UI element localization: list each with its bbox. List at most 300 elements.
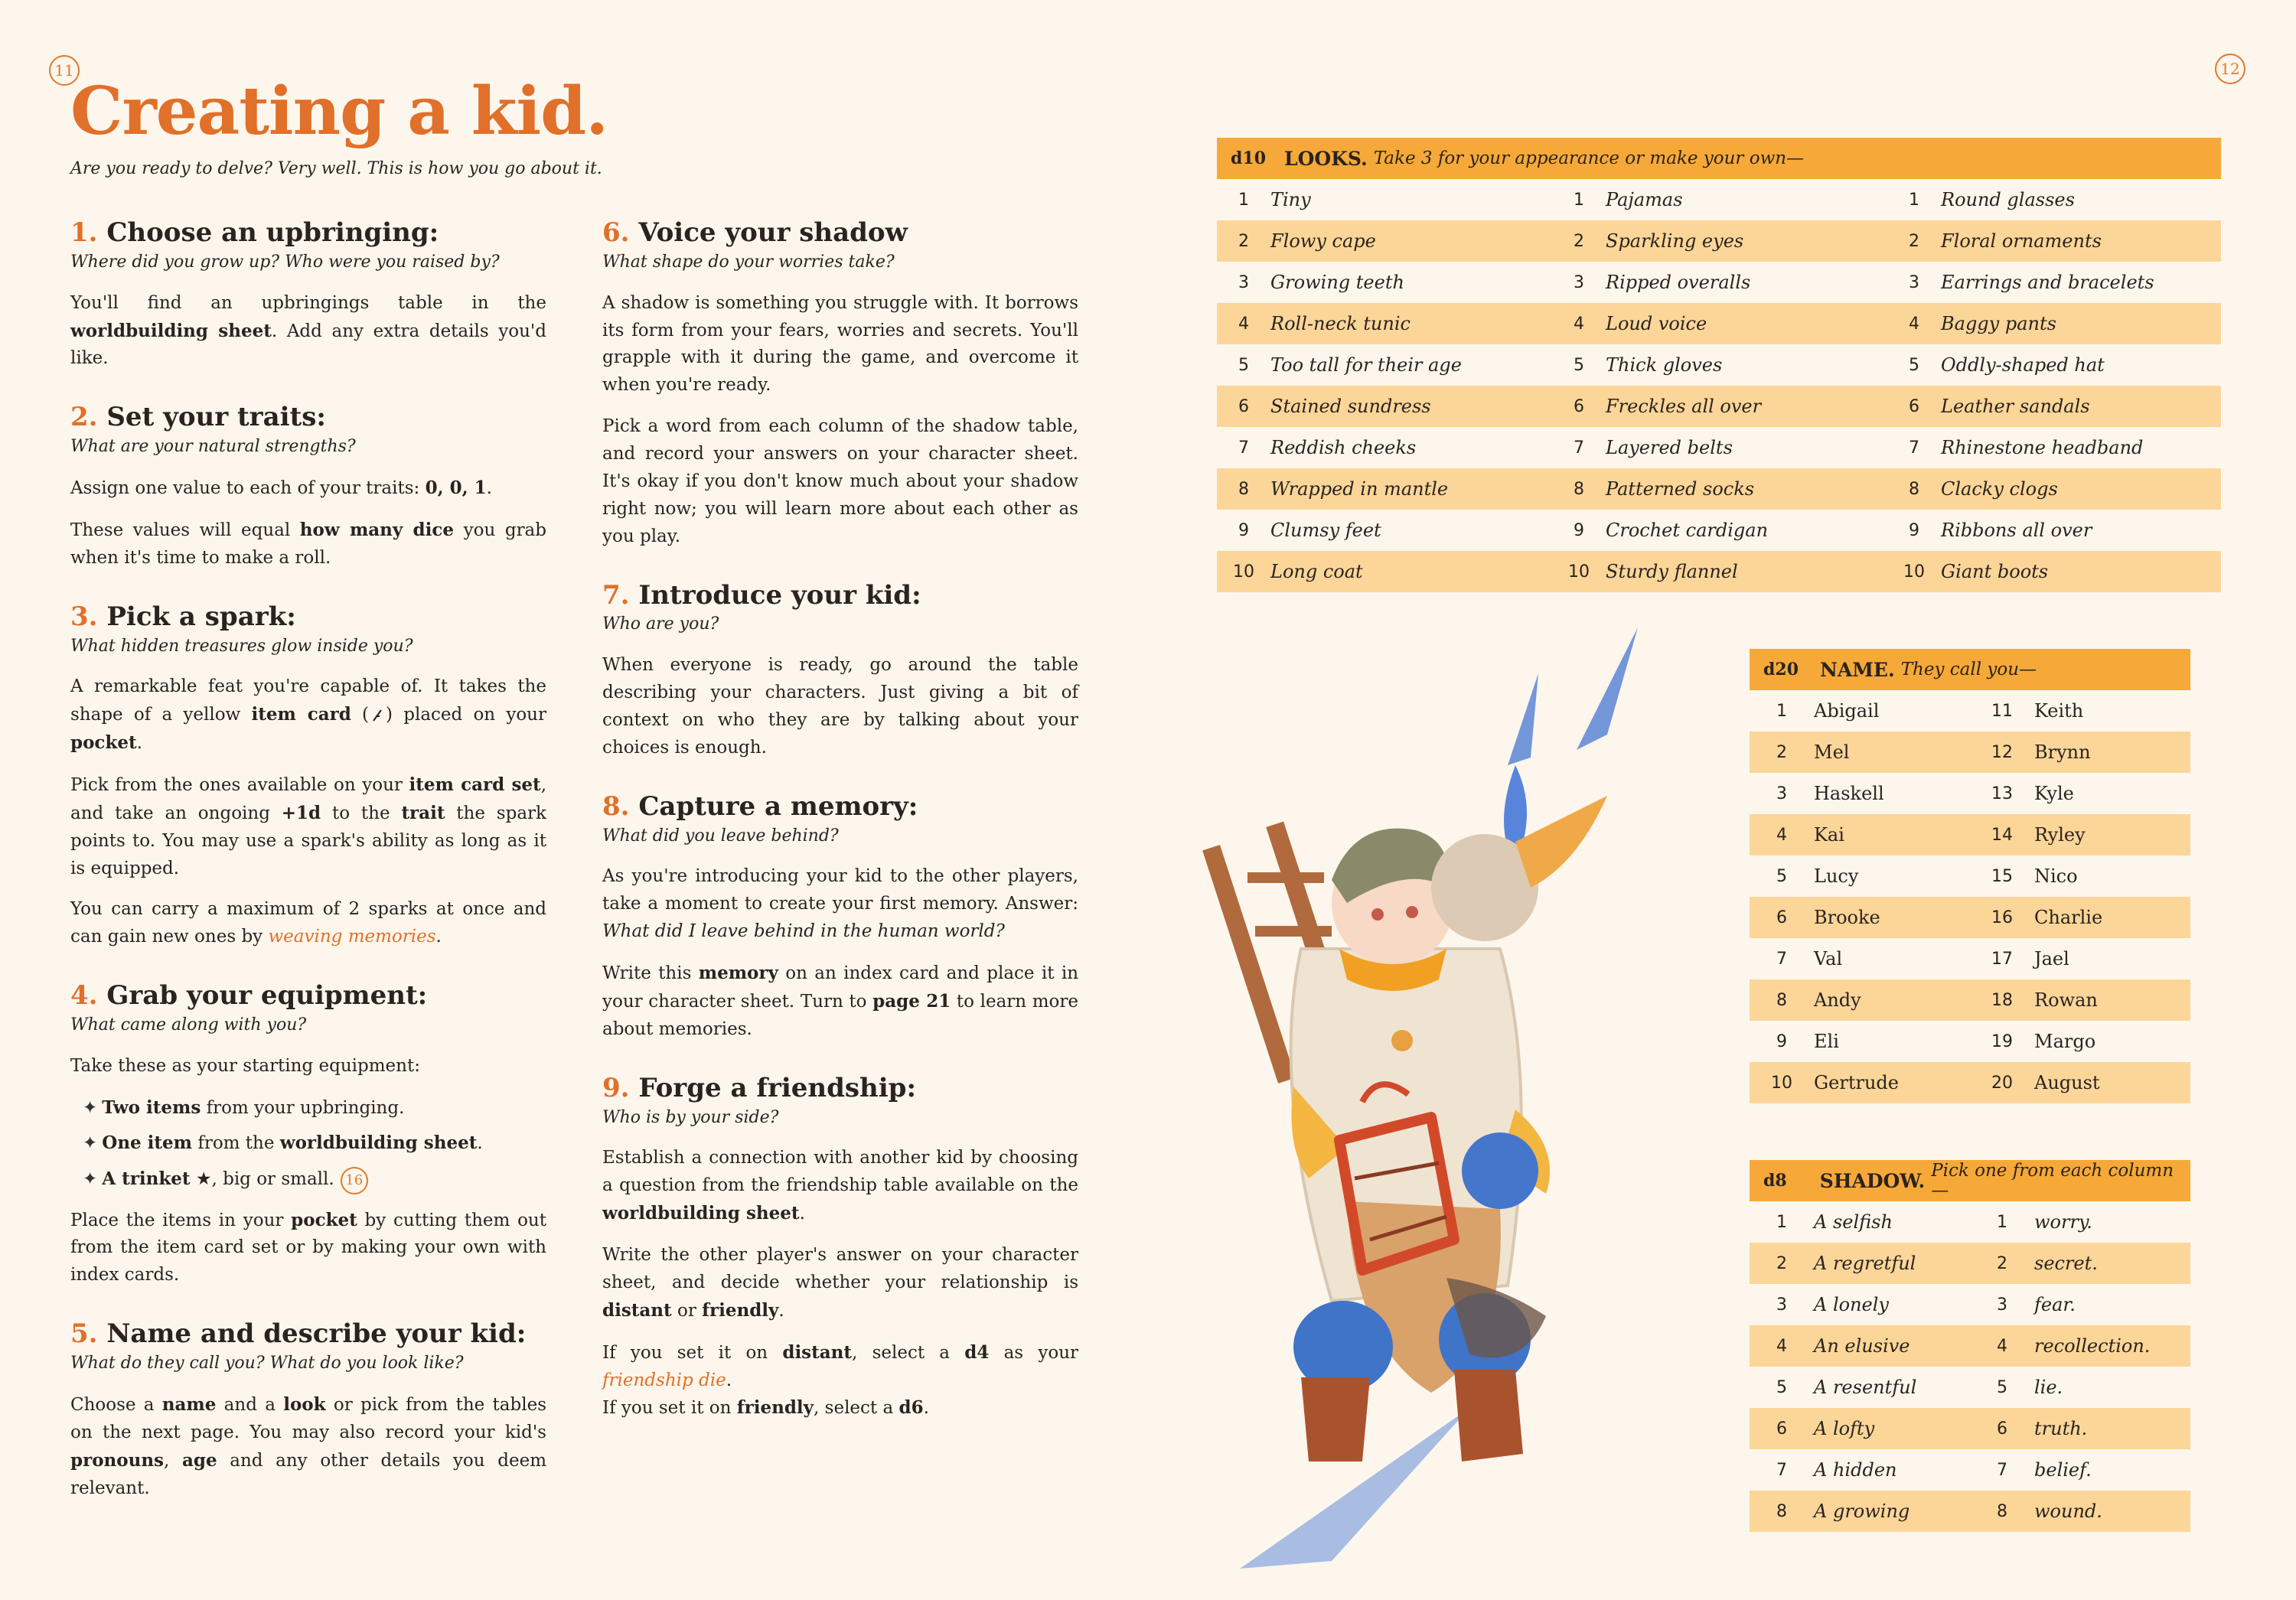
step-5 [70, 1317, 546, 1502]
table-cell [1552, 313, 1887, 334]
table-cell [1970, 1418, 2190, 1439]
table-row [1217, 179, 2221, 220]
roll-number: 4 [1997, 1336, 2007, 1356]
roll-result: Growing teeth [1270, 272, 1404, 293]
roll-number: 1 [1776, 701, 1787, 721]
roll-number: 10 [1233, 562, 1254, 582]
table-cell [1970, 948, 2190, 969]
roll-result: belief. [2034, 1459, 2092, 1481]
table-row [1217, 220, 2221, 262]
roll-number: 4 [1238, 314, 1249, 334]
table-header [1750, 649, 2190, 690]
table-cell [1887, 561, 2221, 582]
step-text: Take these as your starting equipment: [70, 1055, 420, 1076]
roll-number: 5 [1776, 1377, 1787, 1397]
table-cell [1750, 783, 1970, 804]
roll-result: A regretful [1814, 1253, 1916, 1274]
roll-result: Mel [1814, 741, 1850, 763]
roll-result: wound. [2034, 1501, 2102, 1522]
table-row [1750, 1284, 2190, 1325]
table-cell [1750, 741, 1970, 763]
table-cell [1970, 824, 2190, 846]
roll-result: Andy [1814, 989, 1861, 1011]
roll-result: Kai [1814, 824, 1844, 846]
roll-number: 8 [1776, 990, 1787, 1010]
table-cell [1750, 1501, 1970, 1522]
roll-number: 2 [1574, 231, 1584, 251]
roll-number: 14 [1991, 825, 2013, 845]
roll-number: 6 [1574, 396, 1584, 416]
roll-result: Pajamas [1606, 189, 1683, 210]
roll-number: 20 [1991, 1073, 2013, 1093]
roll-result: Long coat [1270, 561, 1363, 582]
roll-result: Oddly-shaped hat [1941, 354, 2105, 376]
steps-column-left [70, 216, 546, 1530]
roll-result: Keith [2034, 700, 2084, 722]
step-text: Pick a word from each column of the shadow table, and record your answers on your character sheet. It's okay if you don't know much about your shadow right now; you will learn more about each other as you play. [602, 416, 1078, 546]
roll-number: 4 [1776, 825, 1787, 845]
table-cell [1750, 1418, 1970, 1439]
step-heading: 1. Choose an upbringing: [70, 217, 439, 248]
roll-result: Val [1814, 948, 1843, 969]
roll-result: recollection. [2034, 1335, 2151, 1357]
table-row [1750, 979, 2190, 1021]
table-title: SHADOW. [1819, 1169, 1926, 1192]
table-cell [1552, 230, 1887, 252]
roll-number: 12 [1991, 742, 2013, 762]
table-cell [1750, 948, 1970, 969]
table-row [1217, 386, 2221, 427]
roll-result: Ryley [2034, 824, 2086, 846]
table-row [1217, 510, 2221, 551]
step-text: Choose a name and a look or pick from the tables on the next page. You may also record your kid's pronouns, age and any other details you deem relevant. [70, 1393, 546, 1498]
names-rows [1750, 690, 2190, 1103]
list-item: ✦ Two items from your upbringing. [83, 1097, 405, 1118]
step-subtitle: What did you leave behind? [602, 826, 839, 846]
roll-result: A resentful [1814, 1377, 1917, 1398]
equipment-list [70, 1094, 546, 1194]
roll-number: 13 [1991, 784, 2013, 803]
shadow-rows [1750, 1201, 2190, 1532]
list-item: ✦ A trinket ★, big or small. 16 [83, 1165, 546, 1194]
table-header [1217, 138, 2221, 179]
roll-number: 4 [1574, 314, 1584, 334]
table-cell [1887, 396, 2221, 417]
step-text: Place the items in your pocket by cutting them out from the item card set or by making your own with index cards. [70, 1209, 546, 1286]
roll-result: Brooke [1814, 907, 1880, 928]
roll-result: Margo [2034, 1031, 2096, 1052]
item-card-icon [369, 707, 386, 724]
roll-result: August [2034, 1072, 2100, 1093]
roll-result: fear. [2034, 1294, 2076, 1315]
table-row [1750, 1449, 2190, 1491]
roll-number: 3 [1997, 1295, 2007, 1315]
roll-result: Kyle [2034, 783, 2074, 804]
table-cell [1750, 824, 1970, 846]
roll-number: 2 [1997, 1253, 2007, 1273]
step-text: Pick from the ones available on your item card set, and take an ongoing +1d to the trait the spark points to. You may use a spark's ability as long as it is equipped. [70, 774, 546, 878]
table-row [1750, 732, 2190, 773]
roll-result: Charlie [2034, 907, 2103, 928]
step-heading: 6. Voice your shadow [602, 217, 908, 248]
table-hint: Pick one from each column— [1931, 1161, 2174, 1201]
table-cell [1970, 865, 2190, 887]
step-text: Write this memory on an index card and place it in your character sheet. Turn to page 21 to learn more about memories. [602, 963, 1079, 1039]
step-subtitle: Where did you grow up? Who were you raised by? [70, 252, 500, 272]
steps-column-right [602, 216, 1078, 1450]
roll-number: 11 [1991, 701, 2013, 721]
table-cell [1217, 230, 1552, 252]
table-cell [1217, 272, 1552, 293]
table-cell [1750, 1459, 1970, 1481]
roll-result: Rowan [2034, 989, 2098, 1011]
table-cell [1970, 1377, 2190, 1398]
table-cell [1970, 1501, 2190, 1522]
table-cell [1552, 478, 1887, 500]
roll-number: 2 [1776, 742, 1787, 762]
table-title: NAME. [1820, 658, 1895, 681]
roll-number: 8 [1238, 479, 1249, 499]
roll-number: 8 [1574, 479, 1584, 499]
table-cell [1217, 437, 1552, 458]
table-cell [1887, 437, 2221, 458]
roll-result: Nico [2034, 865, 2078, 887]
table-row [1750, 814, 2190, 855]
table-row [1217, 262, 2221, 303]
intro-text: Are you ready to delve? Very well. This is how you go about it. [70, 159, 602, 178]
table-cell [1552, 561, 1887, 582]
roll-result: Stained sundress [1270, 396, 1431, 417]
roll-number: 7 [1997, 1460, 2007, 1480]
table-row [1750, 1201, 2190, 1243]
table-row [1750, 1243, 2190, 1284]
roll-result: Reddish cheeks [1270, 437, 1417, 458]
table-cell [1750, 1031, 1970, 1052]
table-cell [1217, 354, 1552, 376]
roll-result: Thick gloves [1606, 354, 1723, 376]
table-cell [1887, 272, 2221, 293]
roll-result: Haskell [1814, 783, 1884, 804]
roll-result: worry. [2034, 1211, 2092, 1233]
table-hint: Take 3 for your appearance or make your own— [1373, 148, 1805, 168]
table-cell [1970, 1211, 2190, 1233]
table-cell [1552, 520, 1887, 541]
roll-number: 3 [1776, 1295, 1787, 1315]
table-hint: They call you— [1900, 660, 2037, 679]
step-heading: 9. Forge a friendship: [602, 1072, 917, 1103]
step-subtitle: What do they call you? What do you look like? [70, 1354, 464, 1374]
roll-result: Rhinestone headband [1941, 437, 2144, 458]
roll-number: 8 [1909, 479, 1919, 499]
roll-number: 17 [1991, 949, 2013, 969]
names-table [1750, 649, 2190, 1103]
roll-result: Ribbons all over [1941, 520, 2092, 541]
step-subtitle: What shape do your worries take? [602, 252, 895, 272]
roll-number: 3 [1909, 272, 1919, 292]
roll-number: 8 [1997, 1501, 2007, 1521]
roll-result: A lofty [1814, 1418, 1875, 1439]
roll-result: Patterned socks [1606, 478, 1755, 500]
kid-illustration [1179, 612, 1714, 1592]
roll-number: 7 [1776, 949, 1787, 969]
die-label: d10 [1231, 148, 1266, 168]
step-text: Establish a connection with another kid by choosing a question from the friendship table available on the worldbuilding sheet. [602, 1148, 1078, 1224]
roll-result: A hidden [1814, 1459, 1897, 1481]
list-item: ✦ One item from the worldbuilding sheet. [83, 1132, 483, 1154]
roll-number: 15 [1991, 866, 2013, 886]
table-cell [1970, 741, 2190, 763]
step-7 [602, 578, 1078, 762]
table-row [1217, 427, 2221, 468]
roll-number: 3 [1776, 784, 1787, 803]
table-cell [1970, 700, 2190, 722]
table-cell [1970, 1031, 2190, 1052]
roll-number: 5 [1574, 355, 1584, 375]
step-text: A shadow is something you struggle with. It borrows its form from your fears, worries and secrets. You'll grapple with it during the game, and overcome it when you're ready. [602, 292, 1078, 396]
step-subtitle: What are your natural strengths? [70, 437, 356, 457]
roll-number: 9 [1909, 520, 1919, 540]
die-label: d20 [1763, 660, 1799, 679]
roll-number: 19 [1991, 1031, 2013, 1051]
table-cell [1552, 396, 1887, 417]
table-row [1750, 1408, 2190, 1449]
step-text: A remarkable feat you're capable of. It takes the shape of a yellow item card ( ) placed on your pocket. [70, 676, 546, 754]
roll-result: Sparkling eyes [1606, 230, 1744, 252]
roll-number: 4 [1776, 1336, 1787, 1356]
step-subtitle: What came along with you? [70, 1015, 307, 1035]
step-heading: 7. Introduce your kid: [602, 579, 921, 611]
roll-result: Eli [1814, 1031, 1839, 1052]
step-heading: 3. Pick a spark: [70, 601, 296, 632]
roll-result: Brynn [2034, 741, 2091, 763]
table-cell [1750, 865, 1970, 887]
table-header [1750, 1160, 2190, 1201]
page-ref-badge[interactable]: 16 [341, 1167, 368, 1194]
roll-result: Wrapped in mantle [1270, 478, 1449, 500]
roll-result: Too tall for their age [1270, 354, 1462, 376]
step-text: If you set it on distant, select a d4 as your friendship die. If you set it on friendly, select a d6. [602, 1341, 1078, 1419]
roll-result: An elusive [1814, 1335, 1910, 1357]
roll-number: 10 [1568, 562, 1590, 582]
roll-number: 6 [1997, 1419, 2007, 1439]
table-cell [1970, 989, 2190, 1011]
shadow-table [1750, 1160, 2190, 1532]
table-row [1217, 303, 2221, 344]
roll-result: Jael [2034, 948, 2069, 969]
roll-result: Loud voice [1606, 313, 1707, 334]
roll-number: 6 [1909, 396, 1919, 416]
looks-rows [1217, 179, 2221, 592]
roll-number: 9 [1574, 520, 1584, 540]
roll-number: 5 [1238, 355, 1249, 375]
sparkle-icon: ✦ [83, 1133, 98, 1154]
step-1 [70, 216, 546, 373]
step-subtitle: Who are you? [602, 614, 719, 634]
step-subtitle: What hidden treasures glow inside you? [70, 636, 413, 656]
table-cell [1887, 189, 2221, 210]
table-cell [1970, 783, 2190, 804]
roll-number: 1 [1997, 1212, 2007, 1232]
table-row [1750, 938, 2190, 979]
roll-number: 16 [1991, 908, 2013, 927]
roll-result: Roll-neck tunic [1270, 313, 1411, 334]
table-row [1750, 897, 2190, 938]
roll-result: A lonely [1814, 1294, 1889, 1315]
roll-result: Layered belts [1606, 437, 1733, 458]
roll-result: Clumsy feet [1270, 520, 1381, 541]
roll-result: Lucy [1814, 865, 1859, 887]
roll-result: Baggy pants [1941, 313, 2056, 334]
roll-number: 7 [1909, 438, 1919, 458]
roll-result: lie. [2034, 1377, 2063, 1398]
roll-number: 6 [1776, 908, 1787, 927]
table-cell [1970, 1335, 2190, 1357]
table-cell [1887, 354, 2221, 376]
table-cell [1750, 1377, 1970, 1398]
friendship-die-link[interactable]: friendship die [602, 1370, 726, 1390]
roll-result: Freckles all over [1606, 396, 1762, 417]
trinket-icon: ★ [195, 1168, 212, 1189]
page-number-right: 12 [2215, 54, 2245, 84]
die-label: d8 [1763, 1171, 1787, 1191]
table-cell [1970, 907, 2190, 928]
roll-result: truth. [2034, 1418, 2088, 1439]
roll-result: A selfish [1814, 1211, 1893, 1233]
table-row [1750, 1367, 2190, 1408]
roll-number: 2 [1776, 1253, 1787, 1273]
step-subtitle: Who is by your side? [602, 1107, 779, 1127]
table-cell [1887, 230, 2221, 252]
looks-table [1217, 138, 2221, 592]
roll-number: 9 [1238, 520, 1249, 540]
table-cell [1217, 561, 1552, 582]
roll-number: 7 [1776, 1460, 1787, 1480]
step-6 [602, 216, 1078, 551]
roll-result: Leather sandals [1941, 396, 2090, 417]
table-cell [1887, 520, 2221, 541]
table-cell [1217, 478, 1552, 500]
roll-result: Gertrude [1814, 1072, 1899, 1093]
table-row [1750, 773, 2190, 814]
table-cell [1750, 1253, 1970, 1274]
step-text: Assign one value to each of your traits: 0, 0, 1. [70, 477, 492, 498]
step-heading: 4. Grab your equipment: [70, 980, 428, 1012]
roll-result: A growing [1814, 1501, 1910, 1522]
page-title: Creating a kid. [70, 73, 608, 150]
step-heading: 8. Capture a memory: [602, 790, 918, 822]
table-cell [1552, 189, 1887, 210]
table-cell [1750, 1211, 1970, 1233]
table-cell [1750, 1072, 1970, 1093]
roll-number: 2 [1909, 231, 1919, 251]
step-4 [70, 979, 546, 1289]
step-text: You'll find an upbringings table in the worldbuilding sheet. Add any extra details you'd like. [70, 292, 546, 369]
roll-number: 2 [1238, 231, 1249, 251]
step-2 [70, 400, 546, 572]
roll-result: Ripped overalls [1606, 272, 1751, 293]
table-cell [1970, 1294, 2190, 1315]
table-cell [1887, 313, 2221, 334]
roll-result: Crochet cardigan [1606, 520, 1769, 541]
table-row [1217, 344, 2221, 386]
roll-number: 18 [1991, 990, 2013, 1010]
roll-number: 1 [1909, 190, 1919, 210]
table-row [1750, 1325, 2190, 1367]
roll-result: Earrings and bracelets [1941, 272, 2154, 293]
table-row [1750, 1491, 2190, 1532]
step-text: As you're introducing your kid to the other players, take a moment to create your first memory. Answer: What did I leave behind in the human world? [602, 866, 1078, 942]
roll-result: Giant boots [1941, 561, 2049, 582]
roll-result: Floral ornaments [1941, 230, 2102, 252]
step-text: These values will equal how many dice you grab when it's time to make a roll. [70, 519, 546, 568]
roll-number: 5 [1997, 1377, 2007, 1397]
table-cell [1750, 700, 1970, 722]
table-cell [1552, 354, 1887, 376]
table-row [1217, 468, 2221, 510]
roll-result: Round glasses [1941, 189, 2075, 210]
step-3 [70, 600, 546, 952]
roll-result: Flowy cape [1270, 230, 1376, 252]
table-row [1750, 690, 2190, 732]
roll-number: 6 [1776, 1419, 1787, 1439]
step-heading: 2. Set your traits: [70, 402, 326, 433]
roll-number: 6 [1238, 396, 1249, 416]
step-text: Write the other player's answer on your character sheet, and decide whether your relationship is distant or friendly. [602, 1245, 1078, 1321]
roll-number: 8 [1776, 1501, 1787, 1521]
sparkle-icon: ✦ [83, 1097, 98, 1118]
roll-result: Clacky clogs [1941, 478, 2058, 500]
roll-number: 3 [1238, 272, 1249, 292]
step-text: When everyone is ready, go around the table describing your characters. Just giving a bit of context on who they are by talking about your choices is enough. [602, 655, 1078, 758]
roll-number: 3 [1574, 272, 1584, 292]
step-heading: 5. Name and describe your kid: [70, 1318, 527, 1350]
page-number-left: 11 [49, 55, 80, 86]
roll-number: 9 [1776, 1031, 1787, 1051]
table-cell [1217, 396, 1552, 417]
step-text: You can carry a maximum of 2 sparks at once and can gain new ones by weaving memories. [70, 899, 546, 947]
table-row [1750, 1021, 2190, 1062]
step-9 [602, 1071, 1078, 1423]
table-cell [1970, 1253, 2190, 1274]
table-cell [1217, 520, 1552, 541]
table-cell [1552, 437, 1887, 458]
roll-result: Sturdy flannel [1606, 561, 1738, 582]
roll-number: 10 [1903, 562, 1925, 582]
table-cell [1970, 1072, 2190, 1093]
sparkle-icon: ✦ [83, 1168, 98, 1189]
roll-number: 10 [1771, 1073, 1792, 1093]
roll-number: 1 [1776, 1212, 1787, 1232]
roll-result: Abigail [1814, 700, 1880, 722]
table-cell [1750, 989, 1970, 1011]
step-8 [602, 790, 1078, 1044]
roll-result: secret. [2034, 1253, 2098, 1274]
table-cell [1217, 313, 1552, 334]
table-cell [1750, 1335, 1970, 1357]
roll-number: 7 [1574, 438, 1584, 458]
roll-number: 7 [1238, 438, 1249, 458]
table-row [1217, 551, 2221, 592]
table-cell [1887, 478, 2221, 500]
table-cell [1552, 272, 1887, 293]
table-row [1750, 1062, 2190, 1103]
roll-result: Tiny [1270, 189, 1311, 210]
roll-number: 1 [1574, 190, 1584, 210]
roll-number: 1 [1238, 190, 1249, 210]
table-cell [1970, 1459, 2190, 1481]
weaving-memories-link[interactable]: weaving memories [268, 927, 436, 947]
table-title: LOOKS. [1284, 147, 1368, 170]
